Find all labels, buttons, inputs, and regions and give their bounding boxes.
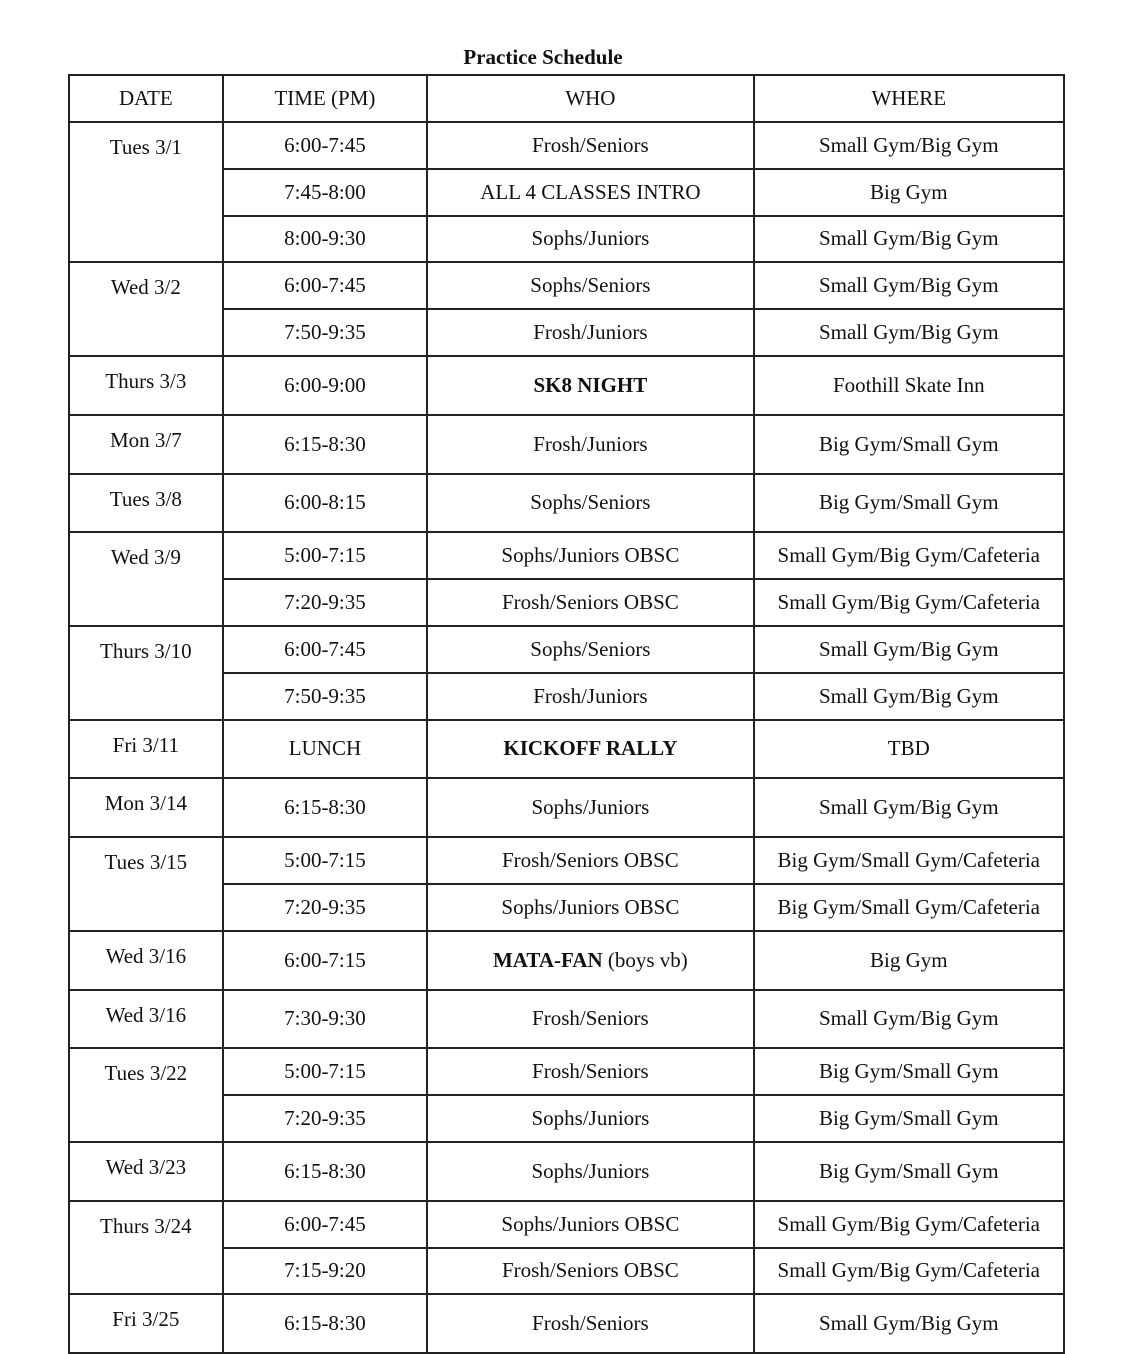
- table-row: [69, 1048, 1064, 1095]
- where-cell: Big Gym: [754, 169, 1064, 216]
- time-cell: 6:15-8:30: [223, 1142, 428, 1201]
- where-cell: Big Gym/Small Gym: [754, 1142, 1064, 1201]
- who-cell: Frosh/Seniors: [427, 122, 753, 169]
- time-cell: 7:15-9:20: [223, 1248, 428, 1295]
- where-cell: Small Gym/Big Gym: [754, 122, 1064, 169]
- table-row: [69, 356, 1064, 415]
- page-title: Practice Schedule: [463, 45, 623, 69]
- event-note: (boys vb): [602, 947, 688, 972]
- who-cell: Sophs/Seniors: [427, 626, 753, 673]
- who-cell: [427, 356, 753, 415]
- table-row: [69, 778, 1064, 837]
- date-cell: Wed 3/16: [69, 990, 223, 1049]
- table-row: [69, 720, 1064, 779]
- where-cell: Small Gym/Big Gym: [754, 626, 1064, 673]
- who-cell: ALL 4 CLASSES INTRO: [427, 169, 753, 216]
- time-cell: 8:00-9:30: [223, 216, 428, 263]
- header-date: DATE: [69, 75, 223, 122]
- date-cell: Wed 3/23: [69, 1142, 223, 1201]
- time-cell: 6:00-9:00: [223, 356, 428, 415]
- where-cell: Small Gym/Big Gym: [754, 778, 1064, 837]
- who-cell: [427, 931, 753, 990]
- time-cell: 6:15-8:30: [223, 415, 428, 474]
- who-cell: Frosh/Seniors: [427, 1294, 753, 1353]
- time-cell: 6:00-7:45: [223, 626, 428, 673]
- table-row: [69, 474, 1064, 533]
- time-cell: 7:20-9:35: [223, 884, 428, 931]
- where-cell: Big Gym/Small Gym: [754, 474, 1064, 533]
- who-cell: Frosh/Seniors OBSC: [427, 1248, 753, 1295]
- time-cell: 7:45-8:00: [223, 169, 428, 216]
- time-cell: 7:20-9:35: [223, 1095, 428, 1142]
- header-time: TIME (PM): [223, 75, 428, 122]
- table-row: [69, 931, 1064, 990]
- header-where: WHERE: [754, 75, 1064, 122]
- who-cell: Frosh/Seniors: [427, 1048, 753, 1095]
- date-cell: Fri 3/25: [69, 1294, 223, 1353]
- who-cell: [427, 720, 753, 779]
- table-row: [69, 415, 1064, 474]
- who-cell: Sophs/Juniors: [427, 216, 753, 263]
- time-cell: 7:30-9:30: [223, 990, 428, 1049]
- date-cell: Wed 3/2: [69, 262, 223, 356]
- where-cell: Small Gym/Big Gym/Cafeteria: [754, 532, 1064, 579]
- where-cell: Small Gym/Big Gym: [754, 990, 1064, 1049]
- time-cell: 6:15-8:30: [223, 1294, 428, 1353]
- where-cell: Big Gym/Small Gym: [754, 1048, 1064, 1095]
- where-cell: Big Gym/Small Gym/Cafeteria: [754, 837, 1064, 884]
- where-cell: TBD: [754, 720, 1064, 779]
- where-cell: Foothill Skate Inn: [754, 356, 1064, 415]
- time-cell: 5:00-7:15: [223, 1048, 428, 1095]
- table-row: [69, 837, 1064, 884]
- who-cell: Sophs/Seniors: [427, 474, 753, 533]
- time-cell: 6:00-7:15: [223, 931, 428, 990]
- table-row: [69, 1142, 1064, 1201]
- time-cell: 6:00-7:45: [223, 1201, 428, 1248]
- date-cell: Tues 3/8: [69, 474, 223, 533]
- who-cell: Frosh/Juniors: [427, 415, 753, 474]
- time-cell: 7:50-9:35: [223, 309, 428, 356]
- who-cell: Sophs/Juniors: [427, 1095, 753, 1142]
- where-cell: Big Gym: [754, 931, 1064, 990]
- time-cell: LUNCH: [223, 720, 428, 779]
- event-name: KICKOFF RALLY: [503, 736, 678, 761]
- schedule-body: [69, 122, 1064, 1353]
- date-cell: Thurs 3/10: [69, 626, 223, 720]
- table-row: [69, 990, 1064, 1049]
- time-cell: 7:50-9:35: [223, 673, 428, 720]
- who-cell: Frosh/Seniors OBSC: [427, 579, 753, 626]
- time-cell: 7:20-9:35: [223, 579, 428, 626]
- where-cell: Small Gym/Big Gym/Cafeteria: [754, 1248, 1064, 1295]
- who-cell: Sophs/Seniors: [427, 262, 753, 309]
- event-name: MATA-FAN: [492, 947, 603, 972]
- date-cell: Wed 3/9: [69, 532, 223, 626]
- schedule-table: [68, 74, 1065, 1354]
- where-cell: Small Gym/Big Gym/Cafeteria: [754, 579, 1064, 626]
- where-cell: Big Gym/Small Gym: [754, 415, 1064, 474]
- where-cell: Small Gym/Big Gym: [754, 1294, 1064, 1353]
- header-who: WHO: [427, 75, 753, 122]
- who-cell: Sophs/Juniors: [427, 1142, 753, 1201]
- table-row: [69, 122, 1064, 169]
- who-cell: Sophs/Juniors OBSC: [427, 532, 753, 579]
- time-cell: 5:00-7:15: [223, 532, 428, 579]
- time-cell: 6:00-7:45: [223, 122, 428, 169]
- where-cell: Small Gym/Big Gym: [754, 673, 1064, 720]
- event-name: SK8 NIGHT: [533, 372, 648, 397]
- where-cell: Small Gym/Big Gym: [754, 216, 1064, 263]
- who-cell: Sophs/Juniors OBSC: [427, 1201, 753, 1248]
- date-cell: Tues 3/22: [69, 1048, 223, 1142]
- table-row: [69, 262, 1064, 309]
- date-cell: Wed 3/16: [69, 931, 223, 990]
- where-cell: Small Gym/Big Gym: [754, 309, 1064, 356]
- who-cell: Sophs/Juniors: [427, 778, 753, 837]
- where-cell: Big Gym/Small Gym: [754, 1095, 1064, 1142]
- date-cell: Tues 3/15: [69, 837, 223, 931]
- table-row: [69, 1294, 1064, 1353]
- where-cell: Big Gym/Small Gym/Cafeteria: [754, 884, 1064, 931]
- time-cell: 6:00-7:45: [223, 262, 428, 309]
- header-row: [69, 75, 1064, 122]
- date-cell: Mon 3/7: [69, 415, 223, 474]
- who-cell: Frosh/Seniors: [427, 990, 753, 1049]
- date-cell: Thurs 3/24: [69, 1201, 223, 1295]
- where-cell: Small Gym/Big Gym: [754, 262, 1064, 309]
- time-cell: 6:15-8:30: [223, 778, 428, 837]
- date-cell: Fri 3/11: [69, 720, 223, 779]
- date-cell: Tues 3/1: [69, 122, 223, 262]
- time-cell: 6:00-8:15: [223, 474, 428, 533]
- date-cell: Mon 3/14: [69, 778, 223, 837]
- who-cell: Frosh/Juniors: [427, 673, 753, 720]
- who-cell: Frosh/Seniors OBSC: [427, 837, 753, 884]
- time-cell: 5:00-7:15: [223, 837, 428, 884]
- table-row: [69, 626, 1064, 673]
- date-cell: Thurs 3/3: [69, 356, 223, 415]
- table-row: [69, 532, 1064, 579]
- who-cell: Frosh/Juniors: [427, 309, 753, 356]
- where-cell: Small Gym/Big Gym/Cafeteria: [754, 1201, 1064, 1248]
- who-cell: Sophs/Juniors OBSC: [427, 884, 753, 931]
- table-row: [69, 1201, 1064, 1248]
